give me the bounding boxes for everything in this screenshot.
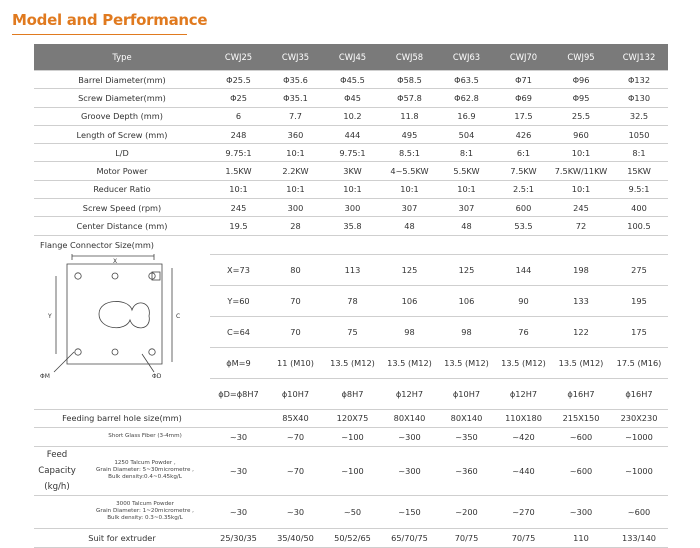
feed-capacity-desc-cell: [34, 446, 210, 495]
feed-value: ~70: [267, 427, 324, 446]
spec-value: 2.2KW: [267, 162, 324, 180]
flange-value: 13.5 (M12): [552, 347, 610, 378]
spec-row: [34, 107, 668, 125]
feed-desc: Short Glass Fiber (3-4mm): [108, 433, 182, 440]
feed-value: ~350: [438, 427, 495, 446]
spec-value: Φ25: [210, 89, 267, 107]
spec-value: 4~5.5KW: [381, 162, 438, 180]
spec-value: 1050: [610, 125, 668, 143]
flange-row: [34, 254, 668, 285]
spec-label: Center Distance (mm): [34, 217, 210, 235]
feed-capacity-row: [34, 446, 668, 495]
feed-value: ~50: [324, 495, 381, 528]
spec-value: 10:1: [552, 180, 610, 198]
spec-value: 10:1: [438, 180, 495, 198]
feed-value: ~30: [210, 427, 267, 446]
spec-value: 307: [381, 199, 438, 217]
spec-value: 5.5KW: [438, 162, 495, 180]
spec-value: 3KW: [324, 162, 381, 180]
feed-desc: 1250 Talcum Powder ,: [114, 460, 176, 467]
flange-value: ϕ10H7: [438, 378, 495, 409]
spec-value: 426: [495, 125, 552, 143]
feed-desc: Grain Diameter: 1~20micrometre ,: [96, 508, 194, 515]
spec-value: 9.75:1: [324, 144, 381, 162]
spec-value: 100.5: [610, 217, 668, 235]
feed-value: ~150: [381, 495, 438, 528]
feeding-hole-value: 230X230: [610, 409, 668, 427]
performance-table: [34, 44, 668, 548]
spec-value: Φ63.5: [438, 71, 495, 89]
flange-value: 125: [438, 254, 495, 285]
spec-value: 16.9: [438, 107, 495, 125]
spec-row: [34, 125, 668, 143]
feed-value: ~30: [210, 495, 267, 528]
feed-value: ~30: [210, 446, 267, 495]
page-title: Model and Performance: [12, 11, 208, 29]
feeding-hole-value: 215X150: [552, 409, 610, 427]
feed-value: ~600: [552, 446, 610, 495]
feeding-hole-value: 110X180: [495, 409, 552, 427]
flange-value: 113: [324, 254, 381, 285]
flange-section: [34, 235, 668, 409]
spec-label: Barrel Diameter(mm): [34, 71, 210, 89]
spec-label: Reducer Ratio: [34, 180, 210, 198]
spec-value: 7.5KW/11KW: [552, 162, 610, 180]
feed-capacity-row: [34, 427, 668, 446]
spec-row: [34, 89, 668, 107]
flange-value: ϕ12H7: [381, 378, 438, 409]
spec-value: 9.5:1: [610, 180, 668, 198]
flange-value: ϕ16H7: [610, 378, 668, 409]
flange-value: 17.5 (M16): [610, 347, 668, 378]
flange-value: ϕ12H7: [495, 378, 552, 409]
flange-value: 13.5 (M12): [381, 347, 438, 378]
model-header: CWJ58: [381, 44, 438, 71]
suit-value: 70/75: [438, 528, 495, 547]
flange-value: ϕ16H7: [552, 378, 610, 409]
feed-value: ~300: [381, 446, 438, 495]
spec-row: [34, 180, 668, 198]
feed-desc: Grain Diameter: 5~30micrometre ,: [96, 467, 194, 474]
feeding-section: [34, 409, 668, 547]
model-header: CWJ25: [210, 44, 267, 71]
spec-value: 48: [381, 217, 438, 235]
feed-value: ~600: [610, 495, 668, 528]
flange-value: 76: [495, 316, 552, 347]
spec-value: 48: [438, 217, 495, 235]
spec-value: 7.5KW: [495, 162, 552, 180]
flange-value: ϕ10H7: [267, 378, 324, 409]
flange-value: 106: [381, 285, 438, 316]
spec-value: 28: [267, 217, 324, 235]
flange-value: 70: [267, 285, 324, 316]
spec-value: 504: [438, 125, 495, 143]
suit-row: [34, 528, 668, 547]
feeding-hole-label: Feeding barrel hole size(mm): [34, 409, 210, 427]
feed-capacity-label-top: [34, 428, 80, 446]
spec-value: 400: [610, 199, 668, 217]
spec-value: 300: [324, 199, 381, 217]
feed-capacity-label-line: (kg/h): [44, 481, 70, 492]
feed-capacity-label: [34, 447, 80, 495]
flange-value: 70: [267, 316, 324, 347]
spec-value: 8:1: [610, 144, 668, 162]
spec-value: 6:1: [495, 144, 552, 162]
twin-screw-bore: [99, 302, 149, 328]
feed-value: ~420: [495, 427, 552, 446]
flange-header-row: [34, 235, 668, 254]
spec-value: 15KW: [610, 162, 668, 180]
flange-value: Y=60: [210, 285, 267, 316]
flange-value: 13.5 (M12): [495, 347, 552, 378]
flange-label: Flange Connector Size(mm): [40, 239, 155, 250]
spec-label: Screw Speed (rpm): [34, 199, 210, 217]
feed-desc-block: [80, 496, 210, 528]
spec-row: [34, 71, 668, 89]
spec-value: Φ25.5: [210, 71, 267, 89]
spec-value: 245: [210, 199, 267, 217]
flange-value: 13.5 (M12): [438, 347, 495, 378]
feed-value: ~360: [438, 446, 495, 495]
feed-capacity-desc-cell: [34, 427, 210, 446]
spec-value: Φ58.5: [381, 71, 438, 89]
spec-value: Φ71: [495, 71, 552, 89]
spec-value: 245: [552, 199, 610, 217]
spec-value: Φ62.8: [438, 89, 495, 107]
spec-value: 19.5: [210, 217, 267, 235]
flange-value: 75: [324, 316, 381, 347]
feeding-hole-row: [34, 409, 668, 427]
flange-value: 98: [381, 316, 438, 347]
title-underline: [12, 34, 187, 35]
feed-desc: 3000 Talcum Powder: [116, 501, 174, 508]
diagram-label-x: X: [113, 258, 118, 266]
feed-value: ~100: [324, 446, 381, 495]
spec-label: Groove Depth (mm): [34, 107, 210, 125]
spec-value: 2.5:1: [495, 180, 552, 198]
diagram-label-d: ΦD: [152, 373, 162, 381]
feed-capacity-desc-cell: [34, 495, 210, 528]
flange-value: 90: [495, 285, 552, 316]
suit-label: Suit for extruder: [34, 528, 210, 547]
header-row: [34, 44, 668, 71]
spec-value: 300: [267, 199, 324, 217]
spec-label: Motor Power: [34, 162, 210, 180]
feeding-hole-value: 120X75: [324, 409, 381, 427]
spec-value: 25.5: [552, 107, 610, 125]
flange-value: ϕM=9: [210, 347, 267, 378]
flange-value: 195: [610, 285, 668, 316]
spec-value: 1.5KW: [210, 162, 267, 180]
spec-value: 7.7: [267, 107, 324, 125]
feed-value: ~1000: [610, 446, 668, 495]
model-header: CWJ132: [610, 44, 668, 71]
feeding-hole-value: 80X140: [438, 409, 495, 427]
flange-value: 125: [381, 254, 438, 285]
feed-desc-block: [80, 447, 210, 495]
spec-label: L/D: [34, 144, 210, 162]
feed-capacity-label-bottom: [34, 496, 80, 528]
spec-value: 53.5: [495, 217, 552, 235]
model-header: CWJ35: [267, 44, 324, 71]
spec-row: [34, 144, 668, 162]
suit-value: 133/140: [610, 528, 668, 547]
flange-value: 144: [495, 254, 552, 285]
feed-value: ~100: [324, 427, 381, 446]
spec-value: 10.2: [324, 107, 381, 125]
flange-value: C=64: [210, 316, 267, 347]
spec-value: 360: [267, 125, 324, 143]
feed-value: ~30: [267, 495, 324, 528]
spec-value: 495: [381, 125, 438, 143]
flange-value: 175: [610, 316, 668, 347]
spec-value: 10:1: [324, 180, 381, 198]
spec-row: [34, 199, 668, 217]
feed-value: ~1000: [610, 427, 668, 446]
spec-label: Length of Screw (mm): [34, 125, 210, 143]
spec-value: Φ130: [610, 89, 668, 107]
spec-value: Φ35.1: [267, 89, 324, 107]
flange-value: ϕD=ϕ8H7: [210, 378, 267, 409]
flange-value: X=73: [210, 254, 267, 285]
spec-value: 248: [210, 125, 267, 143]
suit-value: 50/52/65: [324, 528, 381, 547]
suit-value: 65/70/75: [381, 528, 438, 547]
feeding-hole-value: 85X40: [267, 409, 324, 427]
flange-value: 122: [552, 316, 610, 347]
feed-capacity-label-line: Capacity: [38, 465, 76, 476]
suit-value: 70/75: [495, 528, 552, 547]
spec-label: Screw Diameter(mm): [34, 89, 210, 107]
flange-value: 198: [552, 254, 610, 285]
spec-value: 600: [495, 199, 552, 217]
spec-value: Φ45.5: [324, 71, 381, 89]
feeding-hole-value: [210, 409, 267, 427]
feed-value: ~270: [495, 495, 552, 528]
spec-value: Φ57.8: [381, 89, 438, 107]
spec-row: [34, 162, 668, 180]
model-header: CWJ45: [324, 44, 381, 71]
feed-value: ~600: [552, 427, 610, 446]
flange-diagram: [34, 254, 210, 404]
feed-value: ~440: [495, 446, 552, 495]
spec-value: 10:1: [267, 180, 324, 198]
suit-value: 35/40/50: [267, 528, 324, 547]
spec-value: 10:1: [381, 180, 438, 198]
feed-capacity-label-line: Feed: [46, 449, 68, 460]
spec-value: 17.5: [495, 107, 552, 125]
spec-value: 960: [552, 125, 610, 143]
model-header: CWJ63: [438, 44, 495, 71]
spec-value: 10:1: [552, 144, 610, 162]
type-header: Type: [34, 44, 210, 71]
spec-row: [34, 217, 668, 235]
spec-value: 35.8: [324, 217, 381, 235]
feed-value: ~70: [267, 446, 324, 495]
feed-desc: Bulk density: 0.3~0.35kg/L: [107, 515, 183, 522]
flange-value: ϕ8H7: [324, 378, 381, 409]
feed-desc: Bulk density:0.4~0.45kg/L: [108, 474, 182, 481]
title-wrap: [12, 11, 207, 29]
model-header: CWJ95: [552, 44, 610, 71]
diagram-label-y: Y: [48, 313, 52, 321]
diagram-label-c: C: [176, 313, 181, 321]
flange-value: 275: [610, 254, 668, 285]
spec-value: 32.5: [610, 107, 668, 125]
feed-capacity-row: [34, 495, 668, 528]
feed-value: ~200: [438, 495, 495, 528]
spec-value: Φ35.6: [267, 71, 324, 89]
spec-body: [34, 71, 668, 236]
flange-value: 133: [552, 285, 610, 316]
flange-value: 78: [324, 285, 381, 316]
spec-value: 8:1: [438, 144, 495, 162]
suit-value: 110: [552, 528, 610, 547]
flange-value: 106: [438, 285, 495, 316]
model-header: CWJ70: [495, 44, 552, 71]
flange-value: 98: [438, 316, 495, 347]
spec-value: 10:1: [210, 180, 267, 198]
flange-diagram-cell: [34, 254, 210, 409]
spec-value: 10:1: [267, 144, 324, 162]
flange-header-spacer: [210, 235, 668, 254]
spec-value: Φ96: [552, 71, 610, 89]
spec-value: 11.8: [381, 107, 438, 125]
flange-value: 80: [267, 254, 324, 285]
spec-value: 72: [552, 217, 610, 235]
spec-value: Φ69: [495, 89, 552, 107]
spec-value: 6: [210, 107, 267, 125]
suit-value: 25/30/35: [210, 528, 267, 547]
spec-value: 444: [324, 125, 381, 143]
spec-value: Φ95: [552, 89, 610, 107]
feed-value: ~300: [381, 427, 438, 446]
spec-value: 307: [438, 199, 495, 217]
spec-value: Φ45: [324, 89, 381, 107]
flange-value: 13.5 (M12): [324, 347, 381, 378]
feeding-hole-value: 80X140: [381, 409, 438, 427]
flange-value: 11 (M10): [267, 347, 324, 378]
spec-value: 8.5:1: [381, 144, 438, 162]
feed-value: ~300: [552, 495, 610, 528]
spec-value: 9.75:1: [210, 144, 267, 162]
diagram-label-m: ΦM: [40, 373, 50, 381]
spec-value: Φ132: [610, 71, 668, 89]
